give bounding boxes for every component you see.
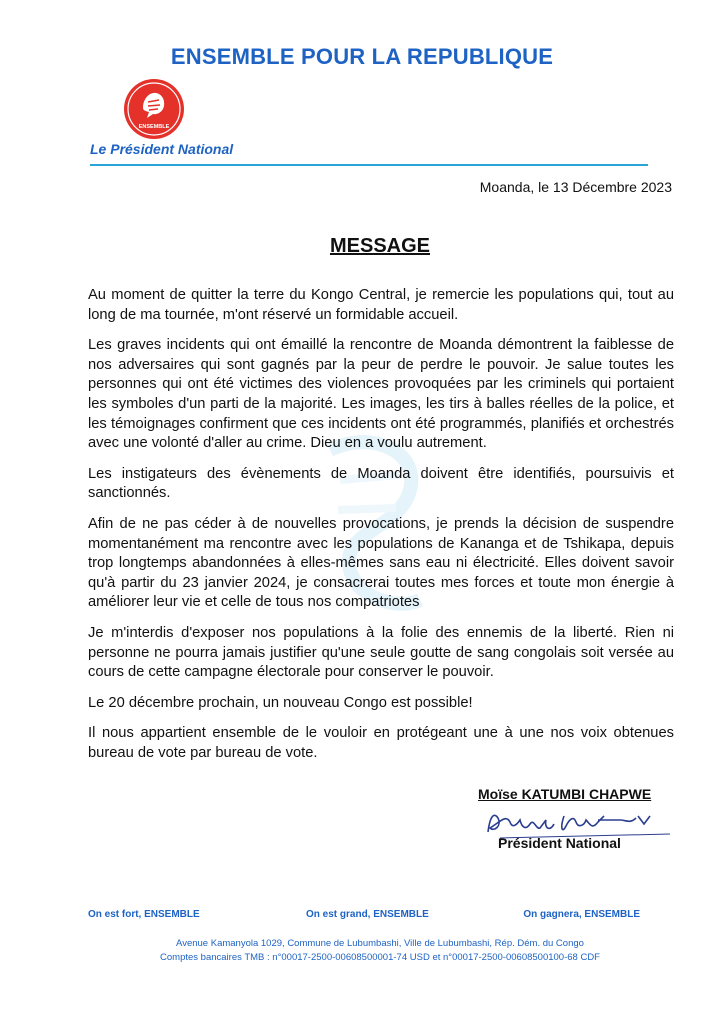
footer-motto-1: On est fort, ENSEMBLE — [88, 909, 200, 920]
footer-motto-2: On est grand, ENSEMBLE — [306, 909, 429, 920]
paragraph: Afin de ne pas céder à de nouvelles provocations, je prends la décision de suspendre momentanément ma rencontre avec les populations de Kananga et de Tshikapa, depuis trop longtemps abandonnées à elles-mêmes sans eau ni électricité. Elles doivent savoir qu'à partir du 23 janvier 2024, je consacrerai toutes mes forces et toute mon énergie à améliorer leur vie et celle de tous nos compatriotes — [88, 515, 674, 611]
header-divider — [90, 164, 648, 166]
paragraph: Les instigateurs des évènements de Moanda doivent être identifiés, poursuivis et sanctionnés. — [88, 465, 674, 502]
paragraph: Les graves incidents qui ont émaillé la rencontre de Moanda démontrent la faiblesse de nos adversaires qui sont gagnés par la peur de perdre le pouvoir. Je salue toutes les personnes qui ont été victimes des violences provoquées par les criminels qui portaient les symboles d'un parti de la majorité. Les images, les tirs à balles réelles de la police, et les témoignages confirment que ces incidents ont été programmés, planifiés et orchestrés avec une volonté d'aller au crime. Dieu en a voulu autrement. — [88, 337, 674, 452]
message-title: MESSAGE — [329, 235, 431, 257]
party-logo — [123, 78, 185, 140]
paragraph: Il nous appartient ensemble de le vouloir en protégeant une à une nos voix obtenues bureau de vote par bureau de vote. — [88, 725, 674, 761]
letterhead-subtitle: Le Président National — [90, 141, 234, 157]
signer-role: Président National — [498, 835, 621, 851]
date-line: Moanda, le 13 Décembre 2023 — [479, 179, 672, 195]
footer-address: Avenue Kamanyola 1029, Commune de Lubumbashi, Ville de Lubumbashi, Rép. Dém. du Congo — [176, 938, 584, 949]
message-body — [88, 286, 674, 774]
logo-text: ENSEMBLE — [138, 124, 170, 130]
paragraph: Au moment de quitter la terre du Kongo Central, je remercie les populations qui, tout au long de ma tournée, m'ont réservé un formidable accueil. — [88, 287, 674, 323]
party-name: ENSEMBLE POUR LA REPUBLIQUE — [170, 44, 554, 69]
paragraph: Je m'interdis d'exposer nos populations à la folie des ennemis de la liberté. Rien ni personne ne pourra jamais justifier qu'une seule goutte de sang congolais soit versée au cours de cette campagne électorale pour conserver le pouvoir. — [88, 624, 674, 681]
paragraph: Le 20 décembre prochain, un nouveau Congo est possible! — [88, 694, 473, 711]
footer-bank-accounts: Comptes bancaires TMB : n°00017-2500-00608500001-74 USD et n°00017-2500-00608500100-68 CDF — [160, 952, 600, 963]
footer-motto-3: On gagnera, ENSEMBLE — [523, 909, 640, 920]
signer-name: Moïse KATUMBI CHAPWE — [478, 786, 652, 802]
